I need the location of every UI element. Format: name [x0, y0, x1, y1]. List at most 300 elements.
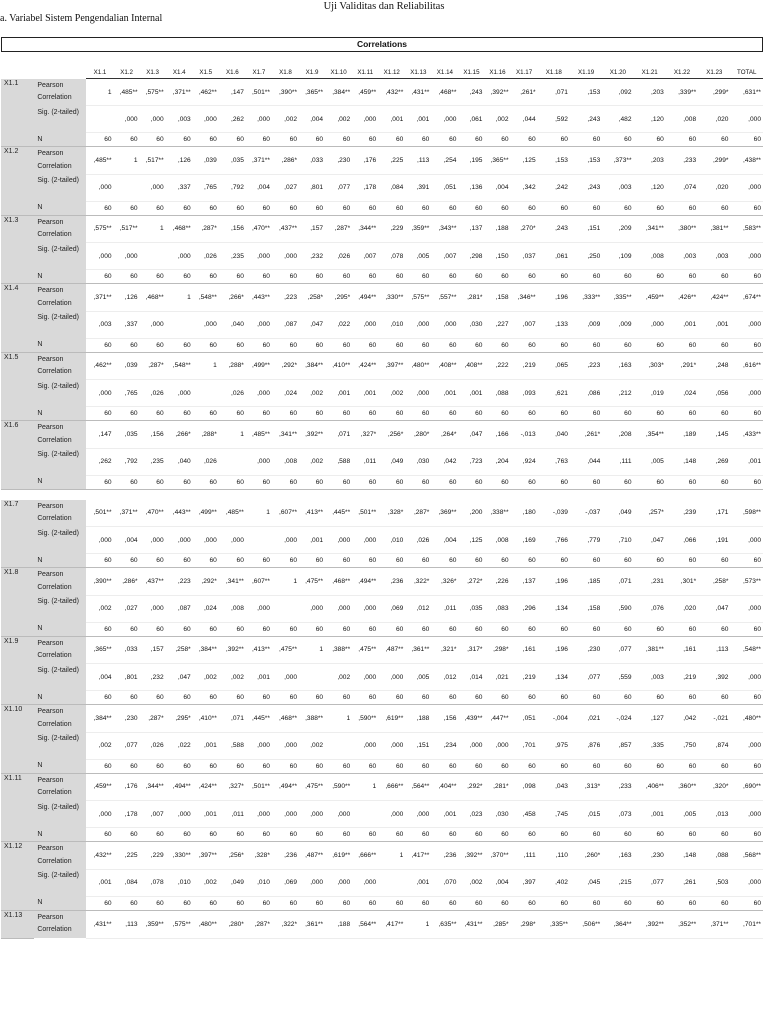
value-cell: ,437** [140, 568, 166, 596]
value-cell: ,019 [634, 380, 666, 407]
value-cell: ,344** [352, 215, 378, 243]
column-header: X1.4 [166, 52, 193, 79]
value-cell: ,230 [114, 705, 140, 733]
value-cell: 60 [538, 554, 570, 568]
value-cell: ,236 [431, 842, 458, 870]
value-cell: ,779 [570, 527, 602, 554]
value-cell: ,000 [405, 801, 431, 828]
value-cell: ,000 [193, 311, 219, 338]
value-cell: ,346** [511, 284, 538, 312]
value-cell: ,153 [570, 79, 602, 106]
value-cell: ,134 [538, 595, 570, 622]
value-cell: 60 [140, 407, 166, 421]
value-cell: ,002 [325, 664, 352, 691]
value-cell: ,320* [698, 773, 730, 801]
value-cell: ,178 [352, 174, 378, 201]
value-cell: ,432** [86, 842, 113, 870]
table-row [1, 215, 763, 243]
value-cell: 60 [484, 270, 510, 284]
statistic-label: N [34, 622, 86, 636]
column-header: X1.11 [352, 52, 378, 79]
value-cell: ,071 [325, 421, 352, 449]
value-cell: ,000 [378, 732, 405, 759]
value-cell: ,000 [246, 311, 272, 338]
value-cell: ,000 [246, 801, 272, 828]
value-cell: ,501** [86, 500, 113, 527]
value-cell: ,000 [352, 664, 378, 691]
value-cell: 60 [602, 407, 633, 421]
value-cell: 60 [602, 622, 633, 636]
header-corner [34, 52, 86, 79]
value-cell: ,000 [193, 106, 219, 133]
value-cell: 60 [166, 759, 193, 773]
value-cell: 1 [352, 773, 378, 801]
value-cell: 60 [352, 759, 378, 773]
value-cell: ,002 [299, 380, 325, 407]
table-row [1, 842, 763, 870]
value-cell: 60 [86, 691, 113, 705]
value-cell: 1 [219, 421, 246, 449]
table-row [1, 311, 763, 338]
value-cell: 60 [484, 133, 510, 147]
value-cell: 60 [299, 896, 325, 910]
value-cell: 60 [666, 475, 698, 489]
value-cell: ,506** [570, 910, 602, 938]
table-row [1, 595, 763, 622]
value-cell: ,219 [511, 664, 538, 691]
table-row [1, 106, 763, 133]
value-cell: 60 [166, 691, 193, 705]
value-cell: 60 [219, 759, 246, 773]
value-cell: 60 [219, 270, 246, 284]
statistic-label: Pearson Correlation [34, 910, 86, 938]
value-cell: ,230 [325, 147, 352, 175]
column-header: TOTAL [730, 52, 763, 79]
value-cell: 1 [325, 705, 352, 733]
value-cell: 60 [538, 338, 570, 352]
value-cell: ,157 [140, 636, 166, 664]
value-cell: 60 [352, 407, 378, 421]
value-cell: ,002 [86, 732, 113, 759]
value-cell: ,000 [114, 243, 140, 270]
value-cell: ,295* [166, 705, 193, 733]
value-cell: ,092 [602, 79, 633, 106]
table-row [1, 421, 763, 449]
value-cell: ,223 [272, 284, 299, 312]
value-cell: 60 [140, 554, 166, 568]
value-cell: ,004 [299, 106, 325, 133]
value-cell: ,299* [698, 79, 730, 106]
value-cell: 1 [193, 352, 219, 380]
value-cell: ,402 [538, 869, 570, 896]
value-cell: ,001 [431, 380, 458, 407]
value-cell: 60 [666, 828, 698, 842]
value-cell: ,156 [219, 215, 246, 243]
value-cell: ,000 [325, 869, 352, 896]
value-cell: ,568** [730, 842, 763, 870]
value-cell: ,590** [352, 705, 378, 733]
value-cell: ,188 [325, 910, 352, 938]
value-cell: 60 [538, 201, 570, 215]
value-cell: ,301* [666, 568, 698, 596]
value-cell: ,000 [325, 801, 352, 828]
value-cell: 60 [246, 759, 272, 773]
value-cell: ,352** [666, 910, 698, 938]
value-cell: ,424** [352, 352, 378, 380]
table-caption: Correlations [1, 37, 763, 52]
value-cell: 60 [570, 338, 602, 352]
value-cell: ,321* [431, 636, 458, 664]
value-cell: ,015 [570, 801, 602, 828]
value-cell: ,042 [666, 705, 698, 733]
value-cell: ,008 [272, 448, 299, 475]
statistic-label: Pearson Correlation [34, 705, 86, 733]
value-cell: ,126 [114, 284, 140, 312]
value-cell: ,076 [634, 595, 666, 622]
value-cell: ,327* [219, 773, 246, 801]
value-cell: 60 [484, 554, 510, 568]
statistic-label: N [34, 691, 86, 705]
value-cell: ,013 [698, 801, 730, 828]
row-variable-label: X1.5 [1, 352, 34, 421]
value-cell: ,370** [484, 842, 510, 870]
value-cell: ,180 [511, 500, 538, 527]
value-cell [352, 801, 378, 828]
value-cell: 60 [140, 759, 166, 773]
table-row [1, 174, 763, 201]
statistic-label: Pearson Correlation [34, 636, 86, 664]
value-cell: ,002 [299, 732, 325, 759]
value-cell: ,792 [114, 448, 140, 475]
value-cell: ,499** [193, 500, 219, 527]
value-cell: 60 [166, 338, 193, 352]
value-cell: ,020 [666, 595, 698, 622]
value-cell: 60 [634, 691, 666, 705]
value-cell: ,000 [378, 664, 405, 691]
value-cell: ,066 [666, 527, 698, 554]
value-cell: ,156 [140, 421, 166, 449]
value-cell: ,001 [666, 311, 698, 338]
value-cell: 60 [140, 622, 166, 636]
value-cell: ,233 [666, 147, 698, 175]
value-cell: ,073 [602, 801, 633, 828]
value-cell: ,000 [352, 311, 378, 338]
value-cell: ,337 [114, 311, 140, 338]
value-cell: ,007 [431, 243, 458, 270]
value-cell: ,000 [166, 801, 193, 828]
value-cell: ,000 [299, 595, 325, 622]
value-cell: 60 [698, 338, 730, 352]
value-cell: ,468** [272, 705, 299, 733]
value-cell: ,281* [458, 284, 484, 312]
value-cell: ,163 [602, 352, 633, 380]
value-cell: ,012 [431, 664, 458, 691]
value-cell: ,408** [458, 352, 484, 380]
value-cell: 60 [352, 691, 378, 705]
column-header: X1.19 [570, 52, 602, 79]
value-cell: 60 [352, 270, 378, 284]
value-cell: 60 [730, 759, 763, 773]
value-cell: 60 [299, 759, 325, 773]
value-cell: ,000 [378, 801, 405, 828]
value-cell: ,371** [246, 147, 272, 175]
value-cell: ,003 [634, 664, 666, 691]
value-cell: ,564** [405, 773, 431, 801]
value-cell: ,000 [272, 801, 299, 828]
value-cell: ,494** [166, 773, 193, 801]
value-cell: ,258* [299, 284, 325, 312]
statistic-label: Pearson Correlation [34, 500, 86, 527]
value-cell: -,024 [602, 705, 633, 733]
value-cell: ,501** [246, 773, 272, 801]
value-cell: ,000 [352, 869, 378, 896]
value-cell: ,000 [730, 380, 763, 407]
value-cell: 60 [86, 475, 113, 489]
value-cell: ,098 [511, 773, 538, 801]
statistic-label: Sig. (2-tailed) [34, 595, 86, 622]
value-cell: 60 [166, 133, 193, 147]
value-cell: 60 [193, 475, 219, 489]
value-cell: ,002 [86, 595, 113, 622]
value-cell: ,151 [570, 215, 602, 243]
value-cell: 1 [246, 500, 272, 527]
column-header: X1.20 [602, 52, 633, 79]
statistic-label: Pearson Correlation [34, 79, 86, 106]
value-cell: 60 [86, 407, 113, 421]
value-cell: 60 [458, 475, 484, 489]
value-cell: ,384** [86, 705, 113, 733]
value-cell: ,022 [325, 311, 352, 338]
column-header: X1.6 [219, 52, 246, 79]
value-cell: ,424** [698, 284, 730, 312]
value-cell: 60 [325, 554, 352, 568]
statistic-label: N [34, 270, 86, 284]
value-cell: ,208 [602, 421, 633, 449]
value-cell: ,439** [458, 705, 484, 733]
value-cell: 60 [405, 475, 431, 489]
value-cell: 60 [730, 691, 763, 705]
value-cell [219, 448, 246, 475]
value-cell: 60 [538, 622, 570, 636]
statistic-label: Pearson Correlation [34, 773, 86, 801]
value-cell: ,392** [299, 421, 325, 449]
value-cell: ,061 [458, 106, 484, 133]
value-cell: ,287* [325, 215, 352, 243]
value-cell: 60 [730, 622, 763, 636]
value-cell: ,000 [140, 174, 166, 201]
value-cell: ,242 [538, 174, 570, 201]
value-cell: 60 [86, 896, 113, 910]
value-cell: ,270* [511, 215, 538, 243]
value-cell: ,361** [299, 910, 325, 938]
value-cell: ,009 [602, 311, 633, 338]
value-cell: ,230 [634, 842, 666, 870]
value-cell: -,021 [698, 705, 730, 733]
value-cell: 60 [193, 270, 219, 284]
value-cell: ,087 [166, 595, 193, 622]
value-cell: 60 [299, 133, 325, 147]
value-cell: ,010 [166, 869, 193, 896]
column-header: X1.21 [634, 52, 666, 79]
value-cell: 60 [114, 270, 140, 284]
statistic-label: Sig. (2-tailed) [34, 243, 86, 270]
value-cell: 60 [86, 622, 113, 636]
value-cell: ,061 [538, 243, 570, 270]
value-cell: ,049 [219, 869, 246, 896]
value-cell: ,030 [405, 448, 431, 475]
value-cell: ,002 [299, 448, 325, 475]
value-cell: 60 [140, 270, 166, 284]
value-cell: 1 [114, 147, 140, 175]
value-cell: ,763 [538, 448, 570, 475]
value-cell: 60 [431, 554, 458, 568]
value-cell: 1 [166, 284, 193, 312]
statistic-label: Sig. (2-tailed) [34, 732, 86, 759]
value-cell: ,002 [325, 106, 352, 133]
value-cell: ,000 [86, 174, 113, 201]
value-cell: ,215 [602, 869, 633, 896]
value-cell: ,328* [378, 500, 405, 527]
value-cell: ,069 [378, 595, 405, 622]
value-cell: ,001 [86, 869, 113, 896]
value-cell: ,390** [86, 568, 113, 596]
value-cell: 60 [299, 622, 325, 636]
value-cell: 60 [378, 828, 405, 842]
column-header: X1.5 [193, 52, 219, 79]
value-cell: 60 [458, 338, 484, 352]
value-cell: 60 [86, 133, 113, 147]
column-header: X1.23 [698, 52, 730, 79]
value-cell: 60 [193, 133, 219, 147]
row-variable-label: X1.13 [1, 910, 34, 938]
value-cell: ,298* [484, 636, 510, 664]
value-cell [114, 174, 140, 201]
value-cell: ,003 [666, 243, 698, 270]
value-cell: 60 [219, 828, 246, 842]
value-cell: ,445** [246, 705, 272, 733]
value-cell: 60 [405, 270, 431, 284]
value-cell: ,035 [219, 147, 246, 175]
value-cell: 60 [272, 896, 299, 910]
value-cell: ,583** [730, 215, 763, 243]
value-cell: 60 [166, 201, 193, 215]
value-cell: ,248 [698, 352, 730, 380]
table-row [1, 691, 763, 705]
value-cell: ,225 [114, 842, 140, 870]
value-cell: 60 [352, 554, 378, 568]
correlations-table [1, 52, 763, 939]
value-cell: 60 [219, 554, 246, 568]
value-cell: ,002 [458, 869, 484, 896]
value-cell: 60 [166, 475, 193, 489]
value-cell: 60 [193, 759, 219, 773]
value-cell: ,468** [166, 215, 193, 243]
value-cell: ,231 [634, 568, 666, 596]
value-cell: ,371** [114, 500, 140, 527]
value-cell: ,145 [698, 421, 730, 449]
value-cell: ,071 [602, 568, 633, 596]
value-cell: ,243 [538, 215, 570, 243]
value-cell: ,256* [378, 421, 405, 449]
value-cell: 60 [570, 201, 602, 215]
value-cell: ,548** [166, 352, 193, 380]
value-cell: ,701 [511, 732, 538, 759]
value-cell: ,344** [140, 773, 166, 801]
value-cell: ,373** [602, 147, 633, 175]
value-cell: ,000 [405, 380, 431, 407]
table-row [1, 664, 763, 691]
statistic-label: Sig. (2-tailed) [34, 664, 86, 691]
value-cell: 60 [219, 201, 246, 215]
value-cell: ,607** [246, 568, 272, 596]
table-row [1, 568, 763, 596]
value-cell: 60 [431, 270, 458, 284]
value-cell: 60 [272, 270, 299, 284]
value-cell: 60 [602, 828, 633, 842]
value-cell: ,229 [378, 215, 405, 243]
value-cell: 60 [405, 133, 431, 147]
value-cell: 60 [666, 270, 698, 284]
value-cell: 60 [634, 407, 666, 421]
value-cell: 60 [299, 554, 325, 568]
value-cell: ,397** [193, 842, 219, 870]
table-row [1, 705, 763, 733]
value-cell: 60 [299, 201, 325, 215]
value-cell: 1 [378, 842, 405, 870]
value-cell: ,485** [246, 421, 272, 449]
value-cell: ,049 [602, 500, 633, 527]
value-cell: 60 [114, 828, 140, 842]
value-cell: ,975 [538, 732, 570, 759]
value-cell: ,171 [698, 500, 730, 527]
value-cell: ,342 [511, 174, 538, 201]
table-row [1, 284, 763, 312]
value-cell: ,384** [299, 352, 325, 380]
value-cell: ,035 [114, 421, 140, 449]
value-cell: ,147 [219, 79, 246, 106]
value-cell: ,134 [538, 664, 570, 691]
value-cell: ,723 [458, 448, 484, 475]
value-cell: ,369** [431, 500, 458, 527]
value-cell: 60 [698, 554, 730, 568]
value-cell: 60 [246, 201, 272, 215]
value-cell: 60 [511, 338, 538, 352]
value-cell: ,433** [730, 421, 763, 449]
value-cell: ,023 [458, 801, 484, 828]
value-cell: ,392** [484, 79, 510, 106]
value-cell: 60 [272, 759, 299, 773]
value-cell: ,431** [86, 910, 113, 938]
value-cell: ,000 [431, 311, 458, 338]
value-cell: ,087 [272, 311, 299, 338]
value-cell: ,437** [272, 215, 299, 243]
value-cell: 60 [325, 896, 352, 910]
value-cell: ,004 [114, 527, 140, 554]
value-cell: ,381** [698, 215, 730, 243]
value-cell: ,517** [140, 147, 166, 175]
table-row [1, 801, 763, 828]
value-cell: 60 [299, 407, 325, 421]
value-cell: 60 [405, 896, 431, 910]
value-cell: ,257* [634, 500, 666, 527]
table-row [1, 527, 763, 554]
value-cell: ,196 [538, 636, 570, 664]
value-cell: ,000 [730, 732, 763, 759]
value-cell: 60 [378, 407, 405, 421]
value-cell: ,701** [730, 910, 763, 938]
value-cell: ,219 [666, 664, 698, 691]
value-cell: 60 [431, 133, 458, 147]
